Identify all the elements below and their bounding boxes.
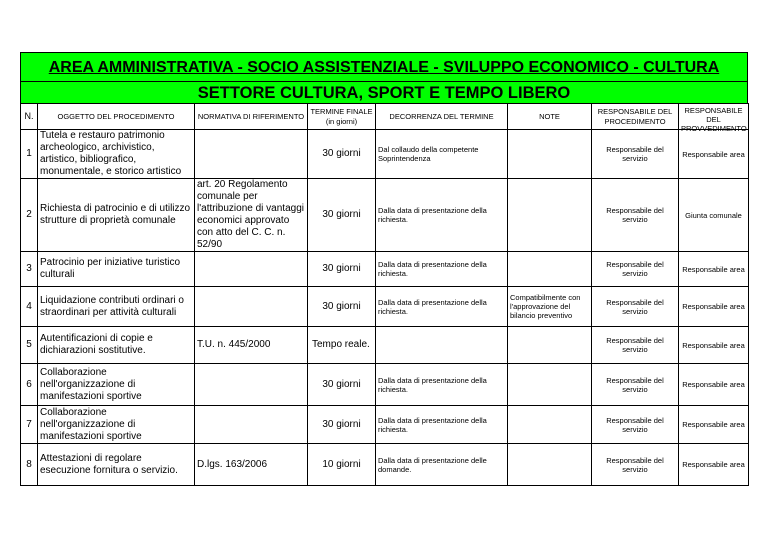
row-termine: 30 giorni (308, 130, 376, 179)
row-number: 2 (21, 179, 38, 252)
procedures-table (20, 103, 749, 486)
header-termine-label: TERMINE FINALE (310, 107, 373, 117)
row-resp-prov: Responsabile area (679, 406, 749, 444)
row-normativa: T.U. n. 445/2000 (195, 327, 308, 364)
header-n: N. (21, 104, 38, 130)
row-decorrenza: Dalla data di presentazione della richiesta. (376, 287, 508, 327)
row-number: 8 (21, 444, 38, 486)
header-termine-sub: (in giorni) (325, 116, 358, 126)
table-row (21, 179, 749, 252)
page-title-text: AREA AMMINISTRATIVA - SOCIO ASSISTENZIALE - SVILUPPO ECONOMICO - CULTURA (48, 59, 720, 76)
row-oggetto: Autentificazioni di copie e dichiarazioni sostitutive. (38, 327, 195, 364)
row-resp-prov: Responsabile area (679, 327, 749, 364)
header-decorrenza: DECORRENZA DEL TERMINE (376, 104, 508, 130)
table-row (21, 287, 749, 327)
row-resp-proc: Responsabile del servizio (592, 179, 679, 252)
table-row (21, 252, 749, 287)
row-number: 1 (21, 130, 38, 179)
row-resp-proc: Responsabile del servizio (592, 406, 679, 444)
row-decorrenza: Dalla data di presentazione delle domande. (376, 444, 508, 486)
row-decorrenza: Dalla data di presentazione della richiesta. (376, 179, 508, 252)
row-decorrenza: Dalla data di presentazione della richiesta. (376, 364, 508, 406)
row-note (508, 252, 592, 287)
row-note (508, 130, 592, 179)
row-normativa (195, 252, 308, 287)
row-normativa (195, 287, 308, 327)
row-oggetto: Tutela e restauro patrimonio archeologico, archivistico, artistico, bibliografico, monumentale, e storico artistico (38, 130, 195, 179)
row-termine: 30 giorni (308, 364, 376, 406)
header-normativa: NORMATIVA DI RIFERIMENTO (195, 104, 308, 130)
row-oggetto: Collaborazione nell'organizzazione di manifestazioni sportive (38, 406, 195, 444)
row-termine: 30 giorni (308, 287, 376, 327)
row-number: 4 (21, 287, 38, 327)
row-termine: 30 giorni (308, 252, 376, 287)
row-note (508, 444, 592, 486)
row-resp-proc: Responsabile del servizio (592, 130, 679, 179)
row-normativa: art. 20 Regolamento comunale per l'attribuzione di vantaggi economici approvato con atto del C. C. n. 52/90 (195, 179, 308, 252)
row-resp-proc: Responsabile del servizio (592, 327, 679, 364)
row-number: 5 (21, 327, 38, 364)
row-number: 3 (21, 252, 38, 287)
row-number: 6 (21, 364, 38, 406)
header-termine (308, 104, 376, 130)
row-decorrenza: Dal collaudo della competente Soprintendenza (376, 130, 508, 179)
row-resp-prov: Responsabile area (679, 252, 749, 287)
table-header-row (21, 104, 749, 130)
row-note (508, 179, 592, 252)
row-termine: 10 giorni (308, 444, 376, 486)
row-resp-proc: Responsabile del servizio (592, 364, 679, 406)
header-oggetto: OGGETTO DEL PROCEDIMENTO (38, 104, 195, 130)
row-termine: Tempo reale. (308, 327, 376, 364)
row-termine: 30 giorni (308, 179, 376, 252)
row-resp-proc: Responsabile del servizio (592, 252, 679, 287)
row-normativa: D.lgs. 163/2006 (195, 444, 308, 486)
table-row (21, 406, 749, 444)
row-resp-prov: Responsabile area (679, 130, 749, 179)
row-termine: 30 giorni (308, 406, 376, 444)
row-decorrenza (376, 327, 508, 364)
header-resp-proc: RESPONSABILE DEL PROCEDIMENTO (592, 104, 679, 130)
row-note (508, 327, 592, 364)
table-row (21, 130, 749, 179)
row-oggetto: Attestazioni di regolare esecuzione fornitura o servizio. (38, 444, 195, 486)
row-resp-prov: Responsabile area (679, 444, 749, 486)
row-note (508, 364, 592, 406)
row-resp-prov: Responsabile area (679, 364, 749, 406)
row-normativa (195, 364, 308, 406)
table-row (21, 364, 749, 406)
header-resp-prov (679, 104, 749, 134)
row-oggetto: Richiesta di patrocinio e di utilizzo strutture di proprietà comunale (38, 179, 195, 252)
header-note: NOTE (508, 104, 592, 130)
section-title: SETTORE CULTURA, SPORT E TEMPO LIBERO (20, 81, 748, 103)
table-row (21, 444, 749, 486)
row-oggetto: Liquidazione contributi ordinari o straordinari per attività culturali (38, 287, 195, 327)
row-resp-proc: Responsabile del servizio (592, 444, 679, 486)
row-decorrenza: Dalla data di presentazione della richiesta. (376, 406, 508, 444)
row-normativa (195, 130, 308, 179)
row-normativa (195, 406, 308, 444)
table-row (21, 327, 749, 364)
row-resp-prov: Responsabile area (679, 287, 749, 327)
row-resp-proc: Responsabile del servizio (592, 287, 679, 327)
header-resp-prov-text: RESPONSABILE DEL PROVVEDIMENTO (681, 105, 747, 134)
page-title (20, 52, 748, 81)
row-note: Compatibilmente con l'approvazione del bilancio preventivo (508, 287, 592, 327)
row-oggetto: Patrocinio per iniziative turistico culturali (38, 252, 195, 287)
row-note (508, 406, 592, 444)
row-oggetto: Collaborazione nell'organizzazione di manifestazioni sportive (38, 364, 195, 406)
row-number: 7 (21, 406, 38, 444)
row-decorrenza: Dalla data di presentazione della richiesta. (376, 252, 508, 287)
row-resp-prov: Giunta comunale (679, 179, 749, 252)
